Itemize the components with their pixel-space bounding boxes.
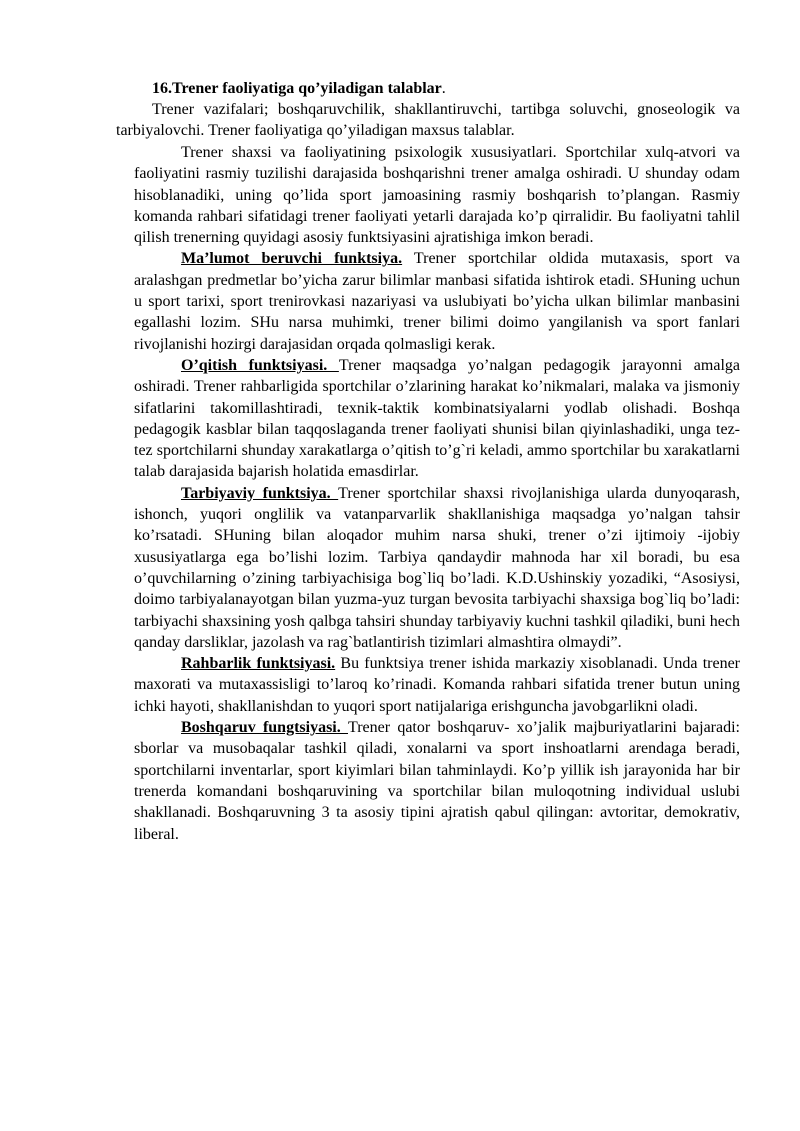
document-body [134, 142, 740, 845]
paragraph-text: Trener qator boshqaruv- xo’jalik majburiyatlarini bajaradi: sborlar va musobaqalar tashkil qiladi, xonalarni va sport inshoatlarni arendaga beradi, sportchilarni inventarlar, sport kiyimlari bilan tahminlaydi. Ko’p yillik ish jarayonida har bir trenerda komandani boshqaruvining va sportchilar bilan muloqotning individual uslubi shakllanadi. Boshqaruvning 3 ta asosiy tipini ajratish qabul qilingan: avtoritar, demokrativ, liberal. [134, 719, 740, 843]
paragraph-text: Trener sportchilar shaxsi rivojlanishiga ularda dunyoqarash, ishonch, yuqori onglilik va vatanparvarlik shakllanishiga maqsadga yo’nalgan tahsir ko’rsatadi. SHuning bilan aloqador muhim narsa shuki, trener o’zi ijtimoiy -ijobiy xususiyatlarga ega bo’lishi lozim. Tarbiya qandaydir mahnoda har xil boradi, bu esa o’quvchilarning o’zining tarbiyachisiga bog`liq bo’ladi. K.D.Ushinskiy yozadiki, “Asosiysi, doimo tarbiyalanayotgan bilan yuzma-yuz turgan bevosita tarbiyachi shaxsiga bog`liq bo’ladi: tarbiyachi shaxsining yosh qalbga tahsiri shunday tarbiyaviy kuchni tashkil qiladiki, buni hech qanday darsliklar, jazolash va rag`batlantirish tizimlari almashtira olmaydi”. [134, 484, 740, 651]
intro-text: Trener vazifalari; boshqaruvchilik, shakllantiruvchi, tartibga soluvchi, gnoseologik va tarbiyalovchi. Trener faoliyatiga qo’yiladigan maxsus talablar. [116, 101, 740, 140]
paragraph-text: Bu funktsiya trener ishida markaziy xisoblanadi. Unda trener maxorati va mutaxassisligi to’laroq ko’rinadi. Komanda rahbari sifatida trener butun uning ichki hayoti, shakllanishdan to yuqori sport natijalariga erishguncha javobgarlikni oladi. [134, 655, 740, 715]
paragraph-text: Trener shaxsi va faoliyatining psixologik xususiyatlari. Sportchilar xulq-atvori va faoliyatini rasmiy tuzilishi darajasida boshqarishni trener amalga oshiradi. U shunday odam hisoblanadiki, uning qo’lida sport jamoasining rasmiy boshqarish to’plangan. Rasmiy komanda rahbari sifatidagi trener faoliyati yetarli darajada ko’p qirralidir. Bu faoliyatni tahlil qilish trenerning quyidagi asosiy funktsiyasini ajratishiga imkon beradi. [134, 144, 740, 247]
section-title-text: 16.Trener faoliyatiga qo’yiladigan talablar [152, 80, 442, 97]
section-title [152, 78, 752, 99]
paragraph-management-function [134, 717, 740, 845]
section-title-period: . [441, 80, 446, 97]
paragraph-text: Trener sportchilar oldida mutaxasis, sport va aralashgan predmetlar bo’yicha zarur bilimlar manbasi sifatida ishtirok etadi. SHuning uchun u sport tarixi, sport trenirovkasi nazariyasi va uslubiyati bo’yicha ulkan bilimlar manbasini egallashi lozim. SHu narsa muhimki, trener bilimi doimo yangilanish va sport fanlari rivojlanishi hozirgi darajasidan orqada qolmasligi kerak. [134, 250, 740, 353]
intro-indent [116, 101, 152, 118]
intro-paragraph [116, 99, 740, 142]
paragraph-trainer-personality [134, 142, 740, 248]
paragraph-heading: Rahbarlik funktsiyasi. [181, 655, 336, 673]
paragraph-heading: Boshqaruv fungtsiyasi. [181, 719, 348, 737]
paragraph-teaching-function [134, 355, 740, 483]
paragraph-heading: Ma’lumot beruvchi funktsiya. [181, 250, 403, 268]
paragraph-information-function [134, 248, 740, 354]
paragraph-leadership-function [134, 653, 740, 717]
paragraph-text: Trener maqsadga yo’nalgan pedagogik jarayonni amalga oshiradi. Trener rahbarligida sportchilar o’zlarining harakat ko’nikmalari, malaka va jismoniy sifatlarini takomillashtiradi, texnik-taktik kombinatsiyalarni yodlab olishadi. Boshqa pedagogik kasblar bilan taqqoslaganda trener faoliyati shunisi bilan qiyinlashadiki, unga tez-tez sportchilarni shunday xarakatlarga o’qitish to’g`ri keladi, ammo sportchilar bu xarakatlarni talab darajasida bajarish holatida emasdirlar. [134, 356, 740, 481]
paragraph-heading: O’qitish funktsiyasi. [181, 356, 339, 374]
paragraph-heading: Tarbiyaviy funktsiya. [181, 484, 339, 502]
paragraph-educational-function [134, 483, 740, 653]
